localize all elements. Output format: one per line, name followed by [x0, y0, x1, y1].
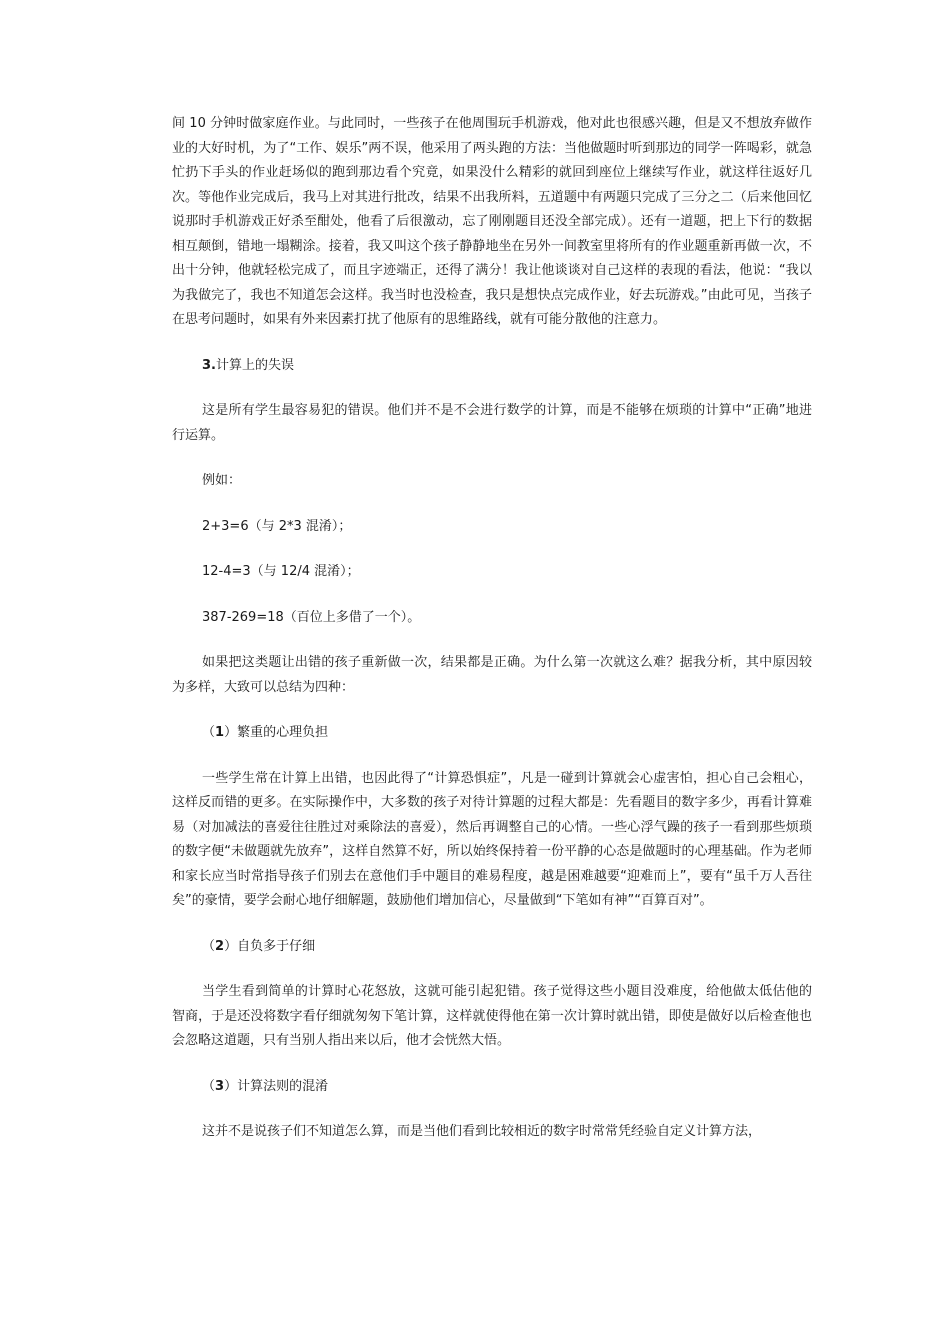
paragraph-example-intro: 例如： — [202, 473, 242, 488]
subheading-text: ）繁重的心理负担 — [224, 725, 329, 740]
paragraph-overconfidence: 当学生看到简单的计算时心花怒放，这就可能引起犯错。孩子觉得这些小题目没难度，给他做太低估他的智商，于是还没将数字看仔细就匆匆下笔计算，这样就使得他在第一次计算时就出错，即使是做好以后检查他也会忽略这道题，只有当别人指出来以后，他才会恍然大悟。 — [172, 984, 812, 1048]
document-page — [172, 112, 812, 1145]
paragraph-common-error: 这是所有学生最容易犯的错误。他们并不是不会进行数学的计算，而是不能够在烦琐的计算中“正确”地进行运算。 — [172, 403, 812, 443]
section-number: 3. — [202, 357, 216, 373]
paragraph-rule-confusion: 这并不是说孩子们不知道怎么算，而是当他们看到比较相近的数字时常常凭经验自定义计算方法， — [202, 1124, 762, 1139]
sub-number: 2 — [215, 938, 225, 954]
sub-number: 3 — [215, 1078, 225, 1094]
subheading-text: ）计算法则的混淆 — [224, 1078, 329, 1094]
paren-open: （ — [202, 1078, 216, 1094]
section-heading-calculation-errors — [172, 354, 812, 379]
paren-open: （ — [202, 938, 216, 954]
example-line-1: 2+3=6（与 2*3 混淆）； — [202, 518, 352, 534]
subheading-overconfidence — [172, 935, 812, 960]
paragraph-homework-story: 间 10 分钟时做家庭作业。与此同时，一些孩子在他周围玩手机游戏，他对此也很感兴趣，但是又不想放弃做作业的大好时机，为了“工作、娱乐”两不误，他采用了两头跑的方法：当他做题时听到那边的同学一阵喝彩，就急忙扔下手头的作业赶场似的跑到那边看个究竟，如果没什么精彩的就回到座位上继续写作业，就这样往返好几次。等他作业完成后，我马上对其进行批改，结果不出我所料，五道题中有两题只完成了三分之二（后来他回忆说那时手机游戏正好杀至酣处，他看了后很激动，忘了刚刚题目还没全部完成）。还有一道题，把上下行的数据相互颠倒，错地一塌糊涂。接着，我又叫这个孩子静静地坐在另外一间教室里将所有的作业题重新再做一次，不出十分钟，他就轻松完成了，而且字迹端正，还得了满分！我让他谈谈对自己这样的表现的看法，他说：“我以为我做完了，我也不知道怎会这样。我当时也没检查，我只是想快点完成作业，好去玩游戏。”由此可见，当孩子在思考问题时，如果有外来因素打扰了他原有的思维路线，就有可能分散他的注意力。 — [172, 116, 812, 327]
subheading-text: ）自负多于仔细 — [224, 938, 316, 954]
section-title: 计算上的失误 — [215, 357, 294, 373]
sub-number: 1 — [215, 725, 225, 740]
paragraph-analysis: 如果把这类题让出错的孩子重新做一次，结果都是正确。为什么第一次就这么难？据我分析，其中原因较为多样，大致可以总结为四种： — [172, 655, 812, 695]
paren-open: （ — [202, 725, 216, 740]
example-line-2: 12-4=3（与 12/4 混淆）； — [202, 564, 360, 579]
subheading-rule-confusion — [172, 1075, 812, 1100]
example-line-3: 387-269=18（百位上多借了一个）。 — [202, 609, 421, 625]
subheading-psychological-burden — [172, 721, 812, 746]
paragraph-psychological-burden: 一些学生常在计算上出错，也因此得了“计算恐惧症”，凡是一碰到计算就会心虚害怕，担心自己会粗心，这样反而错的更多。在实际操作中，大多数的孩子对待计算题的过程大都是：先看题目的数字多少，再看计算难易（对加减法的喜爱往往胜过对乘除法的喜爱），然后再调整自己的心情。一些心浮气躁的孩子一看到那些烦琐的数字便“未做题就先放弃”，这样自然算不好，所以始终保持着一份平静的心态是做题时的心理基础。作为老师和家长应当时常指导孩子们别去在意他们手中题目的难易程度，越是困难越要“迎难而上”，要有“虽千万人吾往矣”的豪情，要学会耐心地仔细解题，鼓励他们增加信心，尽量做到“下笔如有神”“百算百对”。 — [172, 770, 812, 908]
